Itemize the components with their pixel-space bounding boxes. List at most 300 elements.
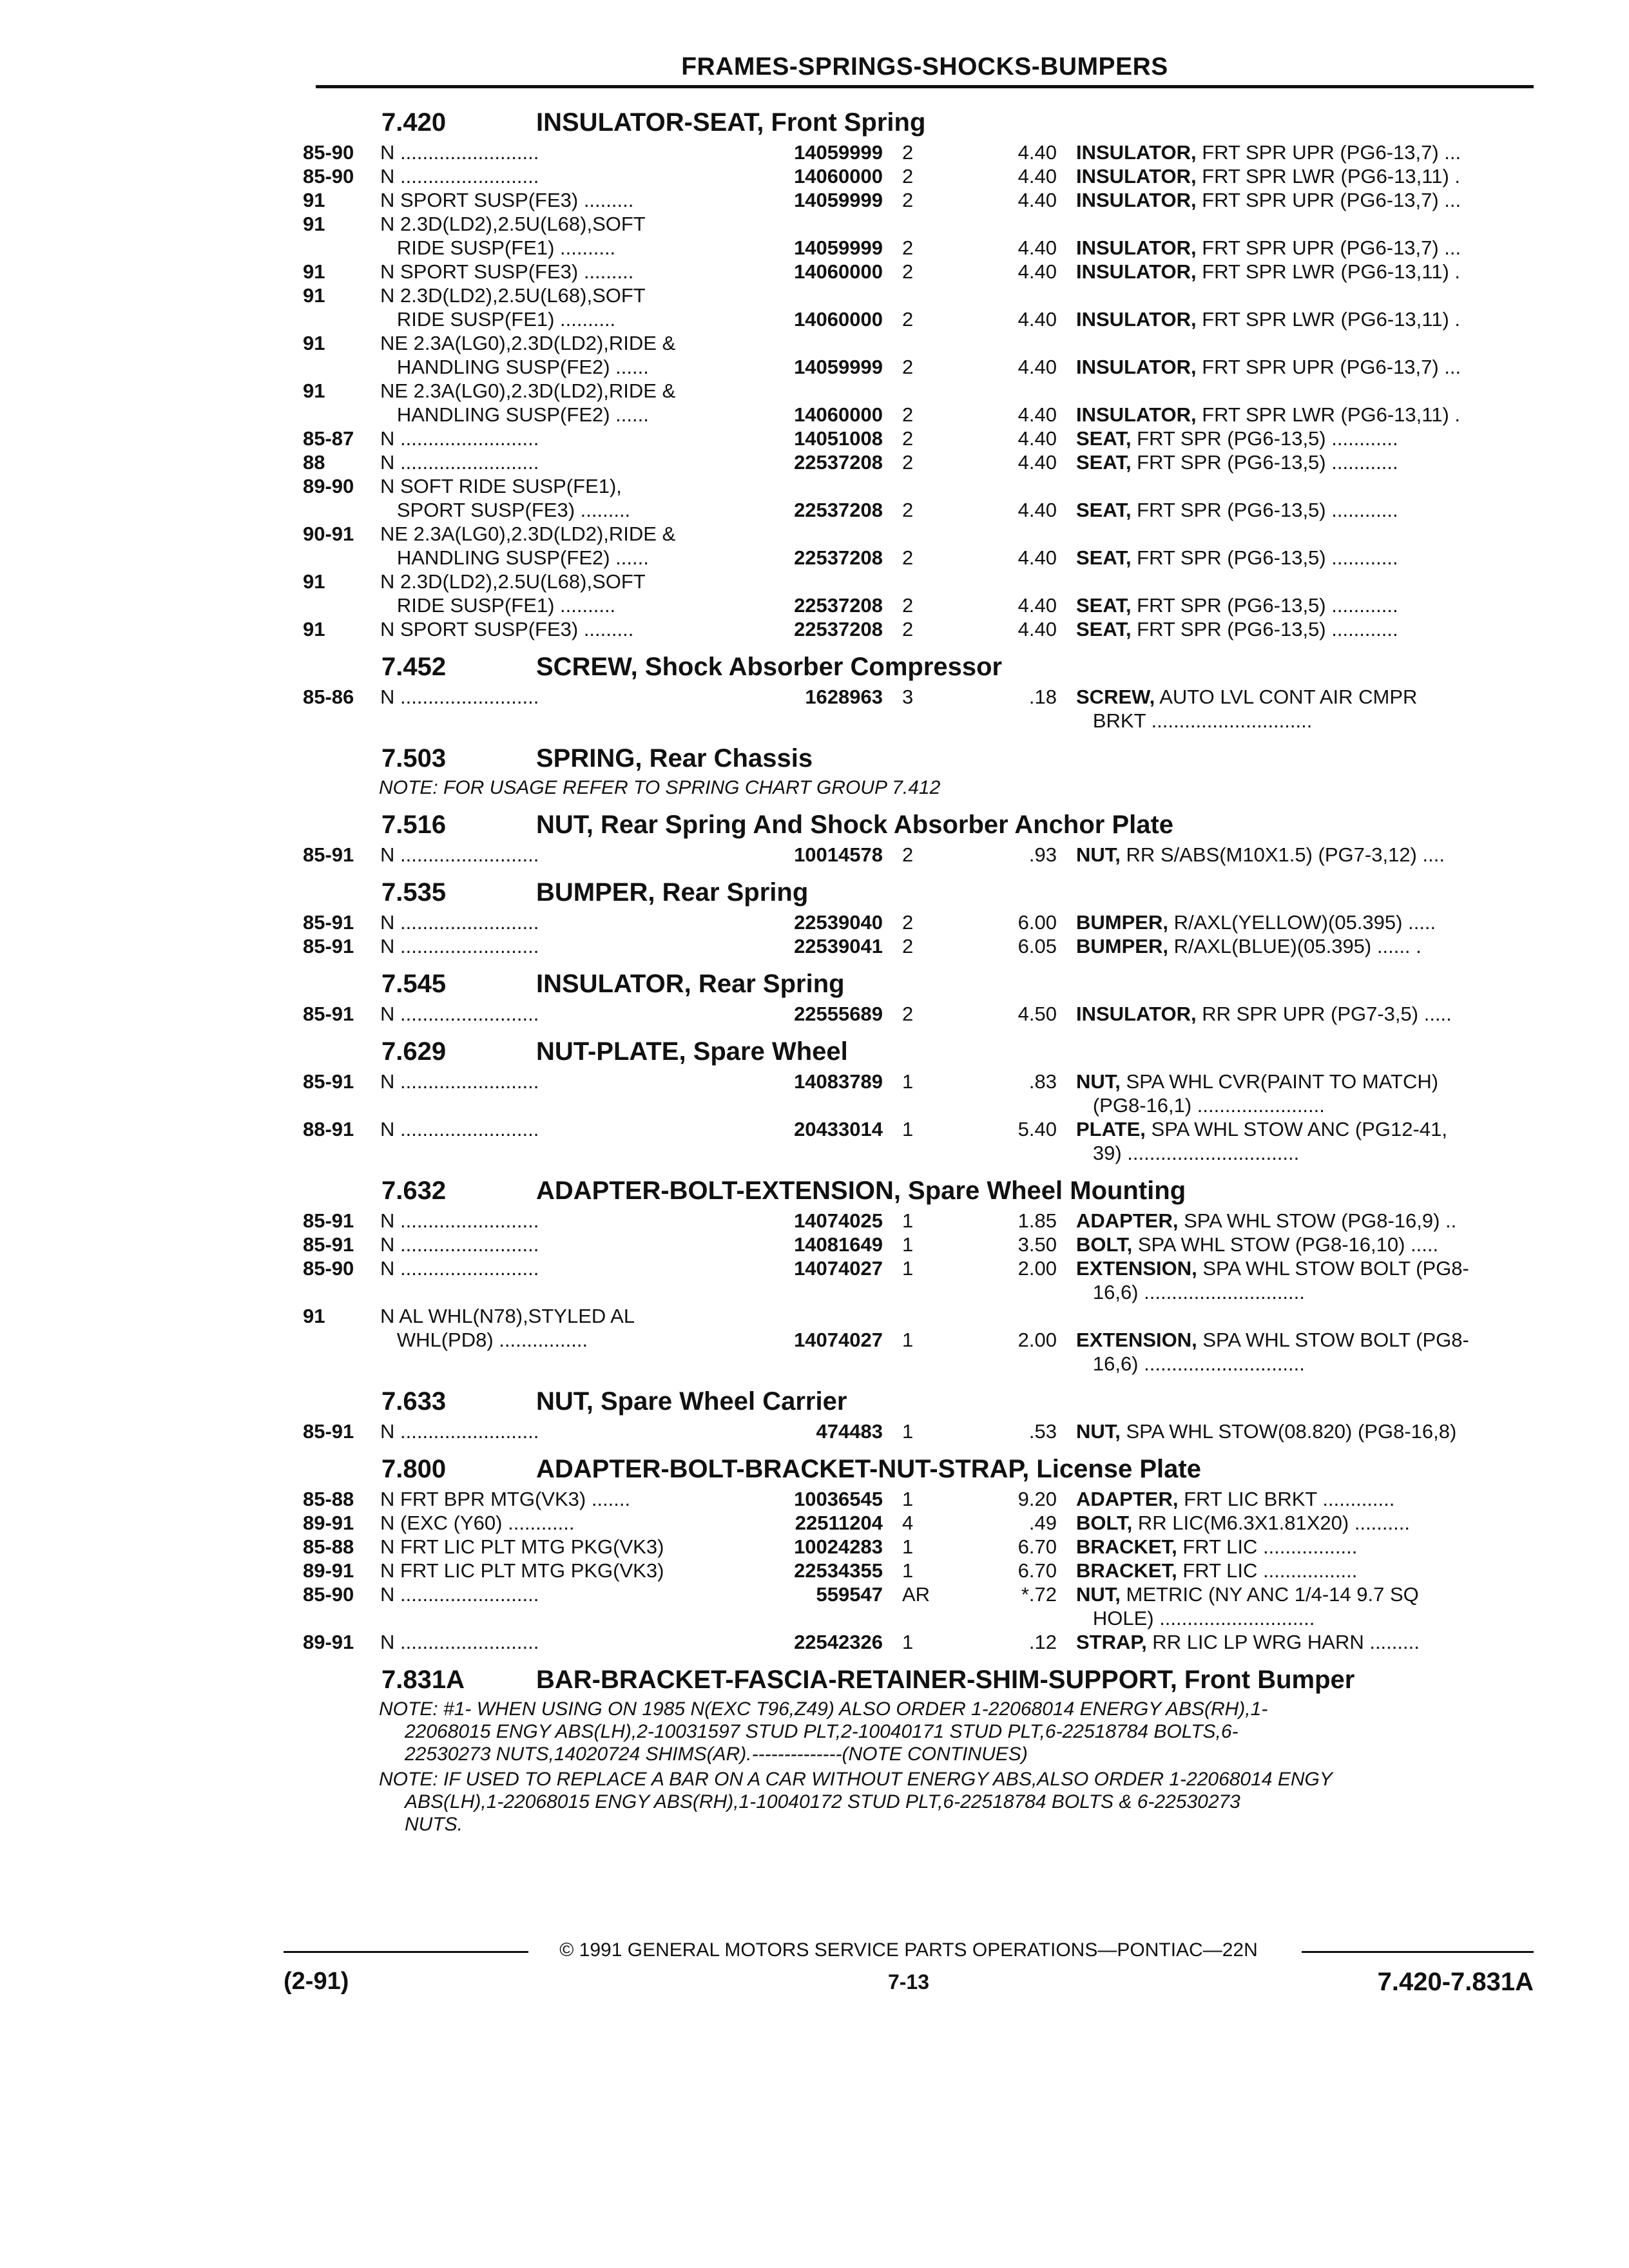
part-number: 10036545	[794, 1488, 883, 1510]
model-years: 89-91	[303, 1559, 354, 1582]
part-number: 14059999	[794, 236, 883, 259]
price: .53	[1028, 1420, 1057, 1443]
quantity: 1	[902, 1631, 914, 1653]
model-years: 89-91	[303, 1631, 354, 1653]
price: 4.40	[1017, 594, 1057, 617]
part-number: 14081649	[794, 1233, 883, 1256]
part-name-noun: INSULATOR,	[1076, 308, 1197, 331]
part-name-noun: BUMPER,	[1076, 935, 1168, 957]
model-years: 85-88	[303, 1535, 354, 1558]
model-years: 85-91	[303, 1420, 354, 1443]
price: 4.40	[1017, 403, 1057, 426]
part-name-detail: FRT SPR (PG6-13,5) ............	[1131, 427, 1398, 450]
table-row	[303, 474, 1534, 522]
usage-description: N .........................	[380, 1118, 539, 1140]
part-name	[1076, 260, 1540, 284]
part-number: 22511204	[795, 1512, 883, 1534]
table-row	[303, 843, 1534, 867]
part-name	[1076, 1582, 1540, 1630]
section-name: SPRING, Rear Chassis	[536, 744, 813, 773]
part-name-detail: FRT SPR (PG6-13,5) ............	[1131, 618, 1398, 640]
price: 4.40	[1017, 427, 1057, 450]
part-name	[1076, 1487, 1540, 1511]
table-row	[303, 212, 1534, 260]
usage-description: N .........................	[380, 427, 539, 450]
table-row	[303, 1256, 1534, 1304]
part-name-detail: FRT LIC BRKT .............	[1178, 1488, 1395, 1510]
part-name-noun: BUMPER,	[1076, 911, 1168, 934]
part-number: 14060000	[794, 308, 883, 331]
table-row	[303, 450, 1534, 474]
part-name-detail: FRT SPR (PG6-13,5) ............	[1131, 594, 1398, 617]
part-number: 22537208	[794, 499, 883, 521]
table-row	[303, 1487, 1534, 1511]
quantity: 2	[902, 236, 914, 259]
quantity: 1	[902, 1535, 914, 1558]
table-row	[303, 570, 1534, 617]
part-name-noun: NUT,	[1076, 1420, 1121, 1443]
part-number: 22537208	[794, 546, 883, 569]
part-name-detail: SPA WHL STOW(08.820) (PG8-16,8)	[1120, 1420, 1457, 1443]
part-name-noun: SEAT,	[1076, 594, 1132, 617]
quantity: 2	[902, 935, 914, 957]
price: .49	[1028, 1512, 1057, 1534]
page-footer	[284, 1939, 1534, 2003]
part-name-detail: SPA WHL STOW BOLT (PG8- 16,6) .............................	[1092, 1329, 1469, 1375]
part-number: 14059999	[794, 141, 883, 164]
table-row	[303, 617, 1534, 641]
part-name-detail: RR LIC LP WRG HARN .........	[1146, 1631, 1420, 1653]
part-name-detail: FRT SPR UPR (PG6-13,7) ...	[1196, 356, 1461, 378]
part-name-detail: FRT SPR (PG6-13,5) ............	[1131, 546, 1398, 569]
table-row	[303, 1559, 1534, 1582]
usage-description: NE 2.3A(LG0),2.3D(LD2),RIDE & HANDLING SUSP(FE2) ......	[380, 523, 676, 569]
part-name	[1076, 1117, 1540, 1165]
table-row	[303, 1304, 1534, 1376]
part-name-detail: FRT LIC .................	[1177, 1535, 1358, 1558]
part-name-noun: INSULATOR,	[1076, 403, 1197, 426]
usage-description: NE 2.3A(LG0),2.3D(LD2),RIDE & HANDLING SUSP(FE2) ......	[380, 332, 676, 378]
part-name	[1076, 843, 1540, 867]
part-number: 14083789	[794, 1070, 883, 1093]
part-name-noun: INSULATOR,	[1076, 141, 1197, 164]
usage-description: N FRT LIC PLT MTG PKG(VK3)	[380, 1559, 664, 1582]
quantity: 1	[902, 1257, 914, 1280]
quantity: 2	[902, 403, 914, 426]
part-name	[1076, 546, 1540, 570]
model-years: 91	[303, 284, 325, 307]
price: *.72	[1021, 1583, 1057, 1606]
table-row	[303, 284, 1534, 331]
section-name: BAR-BRACKET-FASCIA-RETAINER-SHIM-SUPPORT, Front Bumper	[536, 1666, 1355, 1694]
model-years: 90-91	[303, 523, 354, 545]
part-name-noun: BOLT,	[1076, 1512, 1133, 1534]
quantity: 2	[902, 546, 914, 569]
usage-description: N (EXC (Y60) ............	[380, 1512, 575, 1534]
table-row	[303, 685, 1534, 733]
part-name	[1076, 617, 1540, 641]
price: .93	[1028, 843, 1057, 866]
part-number: 22539041	[794, 935, 883, 957]
quantity: AR	[902, 1583, 930, 1606]
part-name-detail: FRT SPR UPR (PG6-13,7) ...	[1196, 189, 1461, 211]
section-title	[381, 1037, 1534, 1066]
part-name-noun: NUT,	[1076, 843, 1121, 866]
part-name-detail: FRT SPR LWR (PG6-13,11) .	[1196, 260, 1460, 283]
part-number: 10014578	[794, 843, 883, 866]
revision-date: (2-91)	[284, 1968, 349, 1995]
part-number: 14060000	[794, 165, 883, 187]
section-title	[381, 1666, 1534, 1694]
part-number: 22539040	[794, 911, 883, 934]
price: .18	[1028, 686, 1057, 708]
footer-bottom	[284, 1964, 1534, 2003]
price: 4.40	[1017, 308, 1057, 331]
part-number: 14074027	[794, 1329, 883, 1351]
usage-description: N .........................	[380, 1257, 539, 1280]
part-name	[1076, 1630, 1540, 1654]
section-number: 7.632	[381, 1177, 447, 1205]
section-name: ADAPTER-BOLT-EXTENSION, Spare Wheel Mounting	[536, 1177, 1186, 1205]
part-name	[1076, 685, 1540, 733]
part-name-noun: BRACKET,	[1076, 1535, 1177, 1558]
note-line: 22530273 NUTS,14020724 SHIMS(AR).--------------(NOTE CONTINUES)	[405, 1744, 1028, 1765]
usage-description: N .........................	[380, 1583, 539, 1606]
note-line: 22068015 ENGY ABS(LH),2-10031597 STUD PLT,2-10040171 STUD PLT,6-22518784 BOLTS,6-	[405, 1721, 1239, 1742]
section-number: 7.545	[381, 970, 447, 998]
price: 9.20	[1017, 1488, 1057, 1510]
usage-description: N .........................	[380, 843, 539, 866]
model-years: 91	[303, 380, 325, 402]
part-number: 14074027	[794, 1257, 883, 1280]
table-row	[303, 379, 1534, 427]
usage-description: N .........................	[380, 1631, 539, 1653]
quantity: 1	[902, 1118, 914, 1140]
price: .12	[1028, 1631, 1057, 1653]
section-name: INSULATOR-SEAT, Front Spring	[536, 108, 926, 137]
section-title	[381, 811, 1534, 839]
note-line: NOTE: FOR USAGE REFER TO SPRING CHART GROUP 7.412	[379, 777, 941, 798]
part-name	[1076, 1070, 1540, 1117]
part-name	[1076, 1256, 1540, 1304]
usage-description: N .........................	[380, 1209, 539, 1232]
table-row	[303, 1511, 1534, 1535]
part-name	[1076, 1419, 1540, 1443]
part-name-detail: SPA WHL STOW BOLT (PG8- 16,6) .............................	[1092, 1257, 1469, 1303]
price: 4.50	[1017, 1003, 1057, 1025]
model-years: 85-87	[303, 427, 354, 450]
section-name: ADAPTER-BOLT-BRACKET-NUT-STRAP, License Plate	[536, 1455, 1201, 1483]
part-name-detail: SPA WHL CVR(PAINT TO MATCH) (PG8-16,1) .......................	[1092, 1070, 1439, 1117]
usage-description: N .........................	[380, 1003, 539, 1025]
part-name-noun: SEAT,	[1076, 499, 1132, 521]
table-row	[303, 1002, 1534, 1026]
usage-description: N .........................	[380, 451, 539, 474]
part-name-noun: SEAT,	[1076, 546, 1132, 569]
note-line: NOTE: #1- WHEN USING ON 1985 N(EXC T96,Z49) ALSO ORDER 1-22068014 ENERGY ABS(RH),1-	[379, 1698, 1268, 1720]
quantity: 4	[902, 1512, 914, 1534]
part-name-noun: EXTENSION,	[1076, 1257, 1197, 1280]
quantity: 1	[902, 1209, 914, 1232]
part-name-noun: SEAT,	[1076, 451, 1132, 474]
part-name	[1076, 355, 1540, 379]
part-name-detail: RR SPR UPR (PG7-3,5) .....	[1196, 1003, 1452, 1025]
part-name	[1076, 1209, 1540, 1233]
section-number: 7.629	[381, 1037, 447, 1066]
table-row	[303, 1117, 1534, 1165]
model-years: 85-91	[303, 1233, 354, 1256]
part-name	[1076, 236, 1540, 260]
part-name	[1076, 450, 1540, 474]
part-name-noun: ADAPTER,	[1076, 1488, 1179, 1510]
table-row	[303, 1535, 1534, 1559]
section-title	[381, 744, 1534, 773]
table-row	[303, 1209, 1534, 1233]
part-name	[1076, 164, 1540, 188]
usage-description: N SPORT SUSP(FE3) .........	[380, 260, 634, 283]
usage-description: N .........................	[380, 1070, 539, 1093]
model-years: 85-90	[303, 141, 354, 164]
footer-rule-left	[284, 1951, 528, 1953]
price: 6.05	[1017, 935, 1057, 957]
section-title	[381, 1387, 1534, 1416]
part-name-noun: SEAT,	[1076, 427, 1132, 450]
model-years: 91	[303, 570, 325, 593]
section-name: NUT, Rear Spring And Shock Absorber Anchor Plate	[536, 811, 1174, 839]
part-number: 14051008	[794, 427, 883, 450]
quantity: 1	[902, 1420, 914, 1443]
section-title	[381, 970, 1534, 998]
section-note	[379, 1768, 1534, 1836]
section-note	[379, 776, 1534, 799]
usage-description: N .........................	[380, 1420, 539, 1443]
part-name-noun: INSULATOR,	[1076, 165, 1197, 187]
part-name	[1076, 140, 1540, 164]
usage-description: N FRT BPR MTG(VK3) .......	[380, 1488, 631, 1510]
part-name-noun: NUT,	[1076, 1070, 1121, 1093]
price: 2.00	[1017, 1329, 1057, 1351]
model-years: 85-91	[303, 935, 354, 957]
usage-description: NE 2.3A(LG0),2.3D(LD2),RIDE & HANDLING SUSP(FE2) ......	[380, 380, 676, 426]
price: 4.40	[1017, 451, 1057, 474]
quantity: 1	[902, 1233, 914, 1256]
quantity: 2	[902, 260, 914, 283]
note-line: NOTE: IF USED TO REPLACE A BAR ON A CAR WITHOUT ENERGY ABS,ALSO ORDER 1-22068014 ENGY	[379, 1769, 1333, 1790]
part-name	[1076, 1328, 1540, 1376]
section-title	[381, 653, 1534, 681]
price: 4.40	[1017, 356, 1057, 378]
part-number: 22537208	[794, 451, 883, 474]
quantity: 2	[902, 308, 914, 331]
price: 4.40	[1017, 141, 1057, 164]
part-name-detail: SPA WHL STOW (PG8-16,9) ..	[1178, 1209, 1457, 1232]
part-name-noun: INSULATOR,	[1076, 236, 1197, 259]
model-years: 85-90	[303, 1583, 354, 1606]
part-name-detail: FRT SPR (PG6-13,5) ............	[1131, 451, 1398, 474]
part-name	[1076, 498, 1540, 522]
part-name	[1076, 1002, 1540, 1026]
price: 4.40	[1017, 260, 1057, 283]
part-name-detail: RR S/ABS(M10X1.5) (PG7-3,12) ....	[1120, 843, 1445, 866]
price: .83	[1028, 1070, 1057, 1093]
model-years: 89-91	[303, 1512, 354, 1534]
part-name-detail: FRT SPR UPR (PG6-13,7) ...	[1196, 236, 1461, 259]
model-years: 88	[303, 451, 325, 474]
table-row	[303, 1582, 1534, 1630]
quantity: 2	[902, 618, 914, 640]
section-title	[381, 1455, 1534, 1483]
copyright-text: © 1991 GENERAL MOTORS SERVICE PARTS OPERATIONS—PONTIAC—22N	[559, 1939, 1258, 1961]
part-name-detail: METRIC (NY ANC 1/4-14 9.7 SQ HOLE) ............................	[1092, 1583, 1419, 1629]
table-row	[303, 427, 1534, 450]
quantity: 2	[902, 911, 914, 934]
footer-copyright-line	[284, 1939, 1534, 1961]
part-number: 1628963	[805, 686, 883, 708]
part-name-noun: STRAP,	[1076, 1631, 1147, 1653]
part-name-noun: INSULATOR,	[1076, 1003, 1197, 1025]
model-years: 85-91	[303, 1070, 354, 1093]
price: 6.00	[1017, 911, 1057, 934]
table-row	[303, 164, 1534, 188]
part-name-detail: R/AXL(YELLOW)(05.395) .....	[1168, 911, 1436, 934]
part-name-noun: ADAPTER,	[1076, 1209, 1179, 1232]
usage-description: N .........................	[380, 1233, 539, 1256]
part-number: 22534355	[794, 1559, 883, 1582]
quantity: 2	[902, 499, 914, 521]
part-number: 22537208	[794, 594, 883, 617]
part-number: 14060000	[794, 403, 883, 426]
model-years: 91	[303, 213, 325, 235]
price: 6.70	[1017, 1559, 1057, 1582]
part-number: 14060000	[794, 260, 883, 283]
section-note	[379, 1698, 1534, 1765]
section-title	[381, 1177, 1534, 1205]
part-number: 14059999	[794, 356, 883, 378]
part-number: 22537208	[794, 618, 883, 640]
model-years: 91	[303, 332, 325, 354]
part-name-detail: R/AXL(BLUE)(05.395) ...... .	[1168, 935, 1422, 957]
usage-description: N SOFT RIDE SUSP(FE1), SPORT SUSP(FE3) .........	[380, 475, 631, 521]
footer-rule-right	[1302, 1951, 1534, 1953]
part-number: 10024283	[794, 1535, 883, 1558]
usage-description: N .........................	[380, 165, 539, 187]
table-row	[303, 1630, 1534, 1654]
usage-description: N FRT LIC PLT MTG PKG(VK3)	[380, 1535, 664, 1558]
usage-description: N 2.3D(LD2),2.5U(L68),SOFT RIDE SUSP(FE1) ..........	[380, 570, 646, 617]
usage-description: N SPORT SUSP(FE3) .........	[380, 189, 634, 211]
section-number: 7.420	[381, 108, 447, 137]
part-name-detail: RR LIC(M6.3X1.81X20) ..........	[1132, 1512, 1410, 1534]
group-range: 7.420-7.831A	[1377, 1968, 1534, 1996]
section-name: INSULATOR, Rear Spring	[536, 970, 845, 998]
section-name: NUT, Spare Wheel Carrier	[536, 1387, 847, 1416]
part-name	[1076, 934, 1540, 958]
part-number: 14074025	[794, 1209, 883, 1232]
note-line: NUTS.	[405, 1814, 463, 1835]
part-number: 20433014	[794, 1118, 883, 1140]
part-name	[1076, 1535, 1540, 1559]
part-name-noun: BOLT,	[1076, 1233, 1133, 1256]
part-name-noun: INSULATOR,	[1076, 356, 1197, 378]
part-number: 559547	[816, 1583, 883, 1606]
price: 6.70	[1017, 1535, 1057, 1558]
quantity: 2	[902, 141, 914, 164]
price: 1.85	[1017, 1209, 1057, 1232]
parts-list	[303, 97, 1534, 1838]
quantity: 2	[902, 165, 914, 187]
quantity: 2	[902, 451, 914, 474]
part-name	[1076, 1511, 1540, 1535]
part-name-detail: FRT SPR LWR (PG6-13,11) .	[1196, 308, 1460, 331]
table-row	[303, 140, 1534, 164]
page-header	[316, 53, 1534, 88]
quantity: 2	[902, 1003, 914, 1025]
quantity: 2	[902, 594, 914, 617]
usage-description: N 2.3D(LD2),2.5U(L68),SOFT RIDE SUSP(FE1) ..........	[380, 213, 646, 259]
table-row	[303, 934, 1534, 958]
section-number: 7.516	[381, 811, 447, 839]
part-name	[1076, 910, 1540, 934]
usage-description: N .........................	[380, 911, 539, 934]
part-name	[1076, 188, 1540, 212]
part-name-detail: AUTO LVL CONT AIR CMPR BRKT .............................	[1092, 686, 1418, 732]
quantity: 1	[902, 1559, 914, 1582]
quantity: 2	[902, 427, 914, 450]
table-row	[303, 260, 1534, 284]
model-years: 91	[303, 1305, 325, 1327]
part-number: 22542326	[794, 1631, 883, 1653]
price: 2.00	[1017, 1257, 1057, 1280]
part-name	[1076, 427, 1540, 450]
part-name-detail: FRT SPR LWR (PG6-13,11) .	[1196, 165, 1460, 187]
model-years: 85-91	[303, 1003, 354, 1025]
price: 4.40	[1017, 499, 1057, 521]
part-number: 14059999	[794, 189, 883, 211]
model-years: 89-90	[303, 475, 354, 497]
quantity: 2	[902, 843, 914, 866]
part-name-noun: EXTENSION,	[1076, 1329, 1197, 1351]
part-name	[1076, 593, 1540, 617]
part-number: 474483	[816, 1420, 883, 1443]
model-years: 91	[303, 260, 325, 283]
table-row	[303, 331, 1534, 379]
model-years: 91	[303, 618, 325, 640]
quantity: 1	[902, 1488, 914, 1510]
usage-description: N AL WHL(N78),STYLED AL WHL(PD8) ................	[380, 1305, 635, 1351]
section-number: 7.535	[381, 878, 447, 907]
model-years: 85-91	[303, 911, 354, 934]
price: 4.40	[1017, 165, 1057, 187]
part-name-noun: BRACKET,	[1076, 1559, 1177, 1582]
usage-description: N SPORT SUSP(FE3) .........	[380, 618, 634, 640]
quantity: 1	[902, 1329, 914, 1351]
section-number: 7.831A	[381, 1666, 465, 1694]
model-years: 88-91	[303, 1118, 354, 1140]
table-row	[303, 910, 1534, 934]
part-name-detail: SPA WHL STOW (PG8-16,10) .....	[1132, 1233, 1439, 1256]
part-name	[1076, 403, 1540, 427]
model-years: 85-90	[303, 1257, 354, 1280]
part-name-noun: INSULATOR,	[1076, 260, 1197, 283]
price: 3.50	[1017, 1233, 1057, 1256]
table-row	[303, 188, 1534, 212]
part-name-noun: PLATE,	[1076, 1118, 1146, 1140]
price: 4.40	[1017, 618, 1057, 640]
model-years: 91	[303, 189, 325, 211]
section-name: BUMPER, Rear Spring	[536, 878, 809, 907]
section-name: SCREW, Shock Absorber Compressor	[536, 653, 1003, 681]
quantity: 3	[902, 686, 914, 708]
